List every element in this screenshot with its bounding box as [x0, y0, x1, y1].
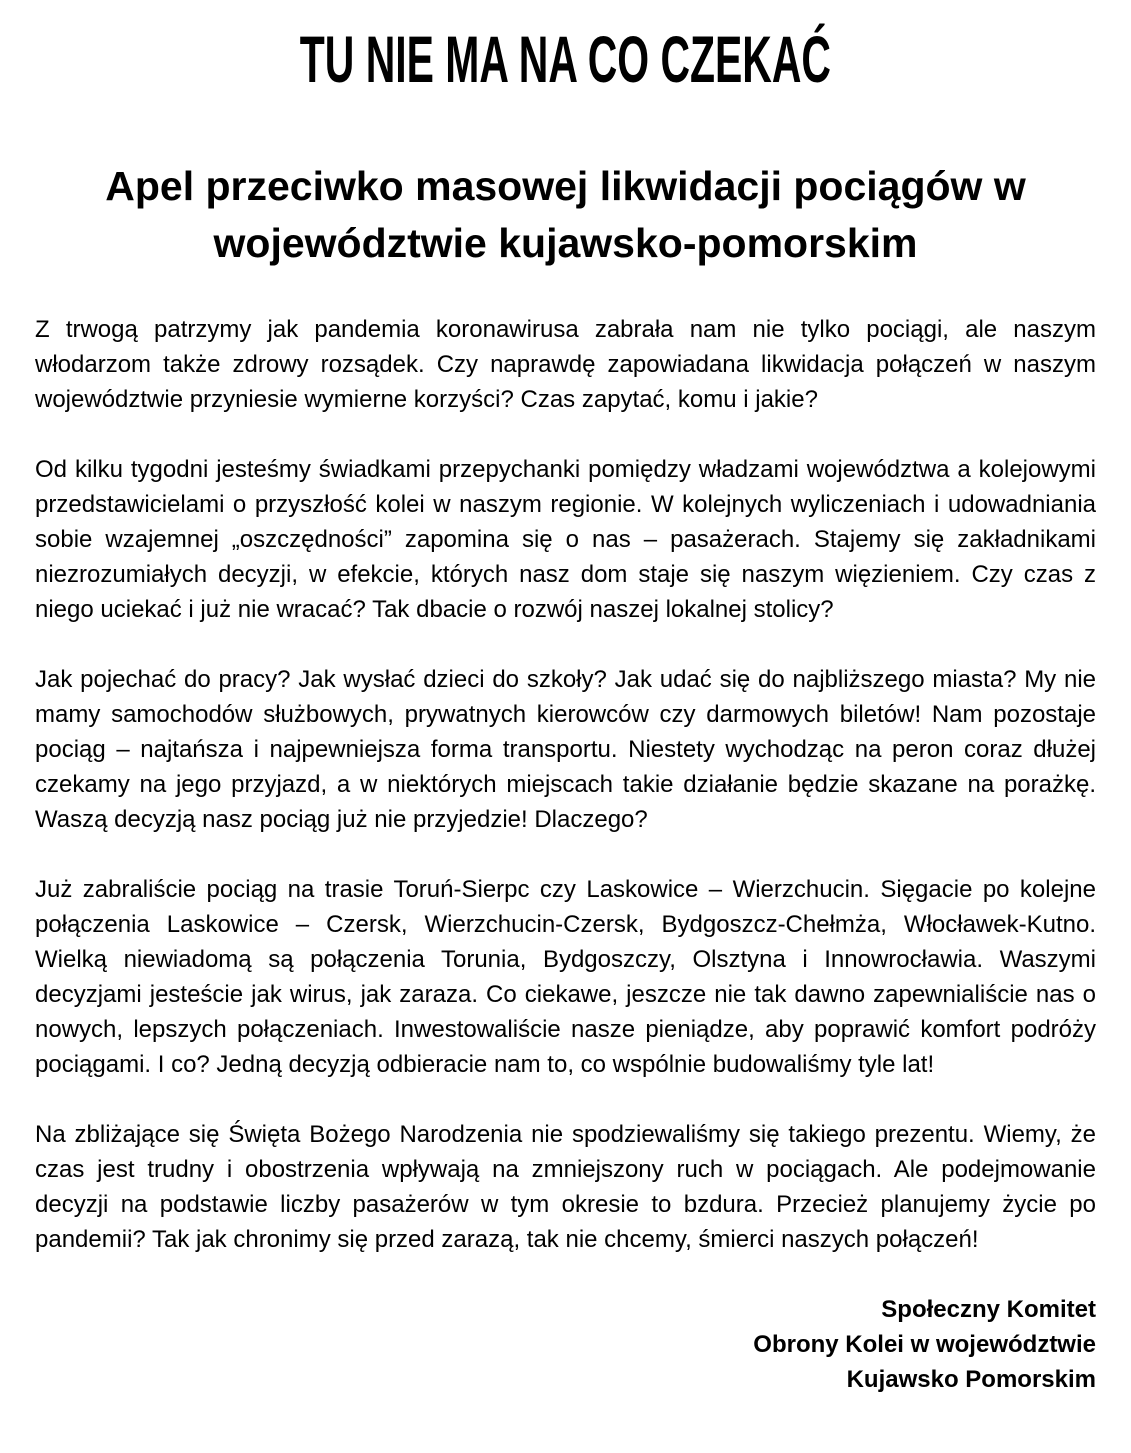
- paragraph-commute: Jak pojechać do pracy? Jak wysłać dzieci do szkoły? Jak udać się do najbliższego miasta? My nie mamy samochodów służbowych, prywatnych kierowców czy darmowych biletów! Nam pozostaje pociąg – najtańsza i najpewniejsza forma transportu. Niestety wychodząc na peron coraz dłużej czekamy na jego przyjazd, a w niektórych miejscach takie działanie będzie skazane na porażkę. Waszą decyzją nasz pociąg już nie przyjedzie! Dlaczego?: [35, 666, 1096, 833]
- signature-block: [35, 1292, 1096, 1397]
- document-subtitle: Apel przeciwko masowej likwidacji pociągów w województwie kujawsko-pomorskim: [105, 163, 1026, 266]
- signature-line-2: Obrony Kolei w województwie: [753, 1331, 1096, 1358]
- document-body: [35, 312, 1096, 1257]
- paragraph-routes: Już zabraliście pociąg na trasie Toruń-Sierpc czy Laskowice – Wierzchucin. Sięgacie po kolejne połączenia Laskowice – Czersk, Wierzchucin-Czersk, Bydgoszcz-Chełmża, Włocławek-Kutno. Wielką niewiadomą są połączenia Torunia, Bydgoszczy, Olsztyna i Innowrocławia. Waszymi decyzjami jesteście jak wirus, jak zaraza. Co ciekawe, jeszcze nie tak dawno zapewnialiście nas o nowych, lepszych połączeniach. Inwestowaliście nasze pieniądze, aby poprawić komfort podróży pociągami. I co? Jedną decyzją odbieracie nam to, co wspólnie budowaliśmy tyle lat!: [35, 876, 1096, 1078]
- signature-line-1: Społeczny Komitet: [881, 1296, 1096, 1323]
- document-title: [35, 22, 1096, 96]
- document-title-text: TU NIE MA NA CO CZEKAĆ: [299, 22, 832, 96]
- paragraph-christmas: Na zbliżające się Święta Bożego Narodzenia nie spodziewaliśmy się takiego prezentu. Wiemy, że czas jest trudny i obostrzenia wpływają na zmniejszony ruch w pociągach. Ale podejmowanie decyzji na podstawie liczby pasażerów w tym okresie to bzdura. Przecież planujemy życie po pandemii? Tak jak chronimy się przed zarazą, tak nie chcemy, śmierci naszych połączeń!: [35, 1121, 1096, 1253]
- paragraph-intro: Z trwogą patrzymy jak pandemia koronawirusa zabrała nam nie tylko pociągi, ale naszym włodarzom także zdrowy rozsądek. Czy naprawdę zapowiadana likwidacja połączeń w naszym województwie przyniesie wymierne korzyści? Czas zapytać, komu i jakie?: [35, 316, 1096, 413]
- signature-line-3: Kujawsko Pomorskim: [846, 1366, 1096, 1393]
- paragraph-dispute: Od kilku tygodni jesteśmy świadkami przepychanki pomiędzy władzami województwa a kolejowymi przedstawicielami o przyszłość kolei w naszym regionie. W kolejnych wyliczeniach i udowadniania sobie wzajemnej „oszczędności” zapomina się o nas – pasażerach. Stajemy się zakładnikami niezrozumiałych decyzji, w efekcie, których nasz dom staje się naszym więzieniem. Czy czas z niego uciekać i już nie wracać? Tak dbacie o rozwój naszej lokalnej stolicy?: [35, 456, 1096, 623]
